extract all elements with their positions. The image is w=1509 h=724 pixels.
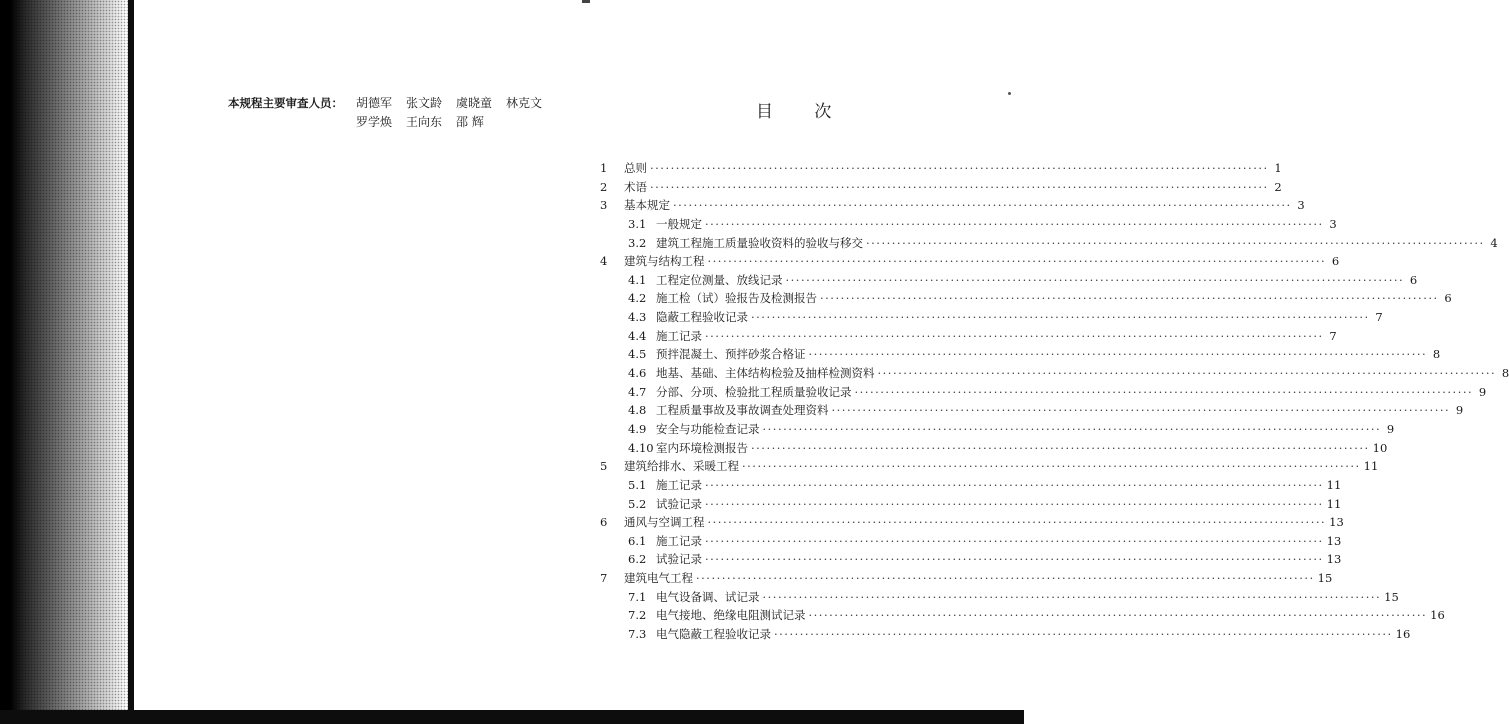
scan-binding-shadow — [0, 0, 128, 724]
toc-entry-page: 13 — [1326, 533, 1342, 548]
toc-entry-page: 8 — [1432, 347, 1441, 362]
toc-entry-title: 施工记录 — [656, 328, 702, 343]
toc-entry-title: 一般规定 — [656, 216, 702, 231]
toc-title: 目 次 — [756, 102, 850, 122]
toc-entry-page: 2 — [1274, 179, 1282, 194]
toc-entry-number: 7 — [600, 571, 608, 586]
toc-entry-page: 10 — [1372, 440, 1388, 455]
toc-entry-title: 电气设备调、试记录 — [656, 589, 760, 604]
toc-leader-dots: ························································································································ — [707, 254, 1327, 269]
toc-entry-title: 隐蔽工程验收记录 — [656, 310, 748, 325]
toc-entry-page: 3 — [1329, 216, 1337, 231]
reviewer-name: 王向东 — [406, 115, 443, 129]
toc-leader-dots: ························································································································ — [762, 421, 1382, 436]
toc-entry-page: 8 — [1501, 366, 1509, 381]
toc-entry[interactable] — [600, 272, 1418, 291]
toc-leader-dots: ························································································································ — [774, 627, 1393, 642]
toc-leader-dots: ························································································································ — [650, 161, 1269, 175]
toc-entry-number: 4.6 — [628, 366, 647, 381]
reviewer-name: 胡德军 — [356, 96, 393, 110]
toc-leader-dots: ························································································································ — [742, 459, 1361, 474]
toc-entry-page: 15 — [1317, 571, 1333, 586]
toc-entry-title: 术语 — [624, 179, 647, 194]
toc-entry[interactable] — [600, 626, 1411, 645]
reviewer-name: 林克文 — [506, 96, 543, 110]
toc-entry-number: 4.10 — [628, 440, 654, 455]
toc-entry-page: 11 — [1326, 477, 1342, 492]
toc-entry-title: 试验记录 — [656, 496, 702, 511]
toc-leader-dots: ························································································································ — [820, 291, 1439, 306]
toc-entry-title: 通风与空调工程 — [624, 515, 705, 530]
toc-entry-title: 室内环境检测报告 — [656, 440, 748, 455]
toc-entry[interactable] — [600, 589, 1399, 608]
toc-entry-page: 16 — [1430, 608, 1445, 623]
toc-entry[interactable] — [600, 290, 1452, 309]
reviewers-row-1 — [228, 94, 556, 113]
toc-entry-title: 基本规定 — [624, 198, 670, 213]
toc-entry-page: 7 — [1329, 328, 1337, 343]
toc-entry[interactable] — [600, 197, 1305, 216]
toc-entry-title: 建筑与结构工程 — [624, 254, 705, 269]
toc-leader-dots: ························································································································ — [831, 403, 1451, 418]
toc-entry-title: 建筑工程施工质量验收资料的验收与移交 — [656, 235, 863, 250]
toc-entry-page: 11 — [1363, 459, 1379, 474]
toc-entry-page: 4 — [1490, 235, 1498, 250]
toc-entry-title: 工程质量事故及事故调查处理资料 — [656, 403, 829, 418]
toc-leader-dots: ························································································································ — [650, 179, 1269, 194]
toc-leader-dots: ························································································································ — [751, 310, 1370, 325]
toc-entry[interactable] — [600, 440, 1388, 459]
toc-entry-title: 总则 — [624, 161, 647, 175]
toc-entry[interactable] — [600, 477, 1342, 496]
toc-entry[interactable] — [600, 402, 1464, 421]
toc-entry-number: 5.2 — [628, 496, 647, 511]
toc-entry-page: 6 — [1331, 254, 1340, 269]
toc-entry[interactable] — [600, 533, 1342, 552]
toc-entry-page: 9 — [1455, 403, 1464, 418]
toc-leader-dots: ························································································································ — [705, 533, 1324, 548]
toc-entry-number: 2 — [600, 179, 608, 194]
toc-entry[interactable] — [600, 309, 1383, 328]
toc-leader-dots: ························································································································ — [707, 515, 1327, 530]
toc-leader-dots: ························································································································ — [705, 216, 1324, 231]
toc-entry-number: 3.2 — [628, 235, 647, 250]
toc-entry[interactable] — [600, 160, 1282, 179]
toc-entry-number: 4.4 — [628, 328, 647, 343]
toc-entry-number: 7.1 — [628, 589, 647, 604]
toc-entry[interactable] — [600, 570, 1333, 589]
toc-entry-page: 9 — [1386, 421, 1395, 436]
reviewers-block — [228, 94, 556, 132]
scan-mark — [582, 0, 590, 3]
toc-entry-page: 11 — [1326, 496, 1342, 511]
reviewer-name: 罗学焕 — [356, 115, 393, 129]
toc-entry[interactable] — [600, 179, 1282, 198]
scan-speck — [1008, 92, 1011, 95]
toc-entry-number: 4.3 — [628, 310, 647, 325]
toc-entry-number: 7.2 — [628, 608, 647, 623]
toc-entry-page: 6 — [1444, 291, 1452, 306]
reviewers-row-2 — [228, 113, 556, 132]
toc-leader-dots: ························································································································ — [762, 589, 1382, 604]
toc-entry-title: 施工记录 — [656, 533, 702, 548]
toc-leader-dots: ························································································································ — [705, 496, 1324, 511]
toc-entry-number: 4 — [600, 254, 608, 269]
toc-leader-dots: ························································································································ — [696, 571, 1315, 586]
toc-entry-page: 16 — [1395, 627, 1411, 642]
toc-entry-title: 试验记录 — [656, 552, 702, 567]
toc-entry[interactable] — [600, 235, 1498, 254]
toc-leader-dots: ························································································································ — [705, 328, 1324, 343]
toc-entry-number: 4.7 — [628, 384, 647, 399]
toc-entry-number: 7.3 — [628, 627, 647, 642]
toc-leader-dots: ························································································································ — [854, 384, 1474, 399]
reviewer-name: 张文龄 — [406, 96, 443, 110]
toc-entry-page: 6 — [1409, 272, 1418, 287]
toc-entry[interactable] — [600, 551, 1342, 570]
toc-entry-title: 安全与功能检查记录 — [656, 421, 760, 436]
reviewers-label: 本规程主要审查人员： — [228, 96, 343, 110]
toc-entry-title: 建筑电气工程 — [624, 571, 693, 586]
toc-entry-title: 分部、分项、检验批工程质量验收记录 — [656, 384, 852, 399]
toc-leader-dots: ························································································································ — [705, 477, 1324, 492]
toc-leader-dots: ························································································································ — [866, 235, 1485, 250]
toc-entry-number: 6.1 — [628, 533, 647, 548]
toc-leader-dots: ························································································································ — [808, 608, 1428, 623]
toc-entry-title: 建筑给排水、采暖工程 — [624, 459, 739, 474]
toc-entry-title: 施工记录 — [656, 477, 702, 492]
toc-entry-number: 1 — [600, 161, 608, 175]
toc-entry-number: 3 — [600, 198, 608, 213]
toc-entry-number: 4.1 — [628, 272, 647, 287]
toc-entry[interactable] — [600, 607, 1445, 626]
toc-entry-number: 5 — [600, 459, 608, 474]
toc-entry-title: 预拌混凝土、预拌砂浆合格证 — [656, 347, 806, 362]
reviewer-name: 虞晓童 — [456, 96, 493, 110]
toc-entry-title: 工程定位测量、放线记录 — [656, 272, 783, 287]
toc-entry[interactable] — [600, 384, 1487, 403]
toc-entry[interactable] — [600, 421, 1395, 440]
toc-entry-title: 施工检（试）验报告及检测报告 — [656, 291, 817, 306]
toc-entry-page: 13 — [1329, 515, 1344, 530]
toc-entry-number: 4.8 — [628, 403, 647, 418]
toc-entry-page: 13 — [1326, 552, 1342, 567]
toc-entry-number: 6 — [600, 515, 608, 530]
toc-entry[interactable] — [600, 365, 1509, 384]
toc-leader-dots: ························································································································ — [673, 198, 1292, 213]
toc-leader-dots: ························································································································ — [705, 552, 1324, 567]
toc-entry-number: 6.2 — [628, 552, 647, 567]
toc-entry-page: 3 — [1297, 198, 1305, 213]
reviewer-name: 邵 辉 — [456, 115, 484, 129]
toc-entry[interactable] — [600, 514, 1344, 533]
toc-entry-page: 7 — [1375, 310, 1383, 325]
toc-entry[interactable] — [600, 328, 1337, 347]
toc-entry[interactable] — [600, 496, 1342, 515]
scan-bottom-edge — [0, 710, 1024, 724]
toc-entry-number: 3.1 — [628, 216, 647, 231]
toc-entry-title: 地基、基础、主体结构检验及抽样检测资料 — [656, 366, 875, 381]
toc-entry-number: 4.5 — [628, 347, 647, 362]
toc-entry[interactable] — [600, 253, 1340, 272]
toc-entry-page: 15 — [1384, 589, 1399, 604]
toc-entry-number: 4.2 — [628, 291, 647, 306]
toc-entry-title: 电气隐蔽工程验收记录 — [656, 627, 771, 642]
toc-leader-dots: ························································································································ — [785, 272, 1405, 287]
toc-leader-dots: ························································································································ — [808, 347, 1428, 362]
page-gutter-line — [128, 0, 134, 710]
toc-leader-dots: ························································································································ — [751, 440, 1370, 455]
toc-leader-dots: ························································································································ — [877, 366, 1497, 381]
toc-entry[interactable] — [600, 458, 1379, 477]
toc-entry-page: 1 — [1274, 161, 1282, 175]
toc-entry-title: 电气接地、绝缘电阻测试记录 — [656, 608, 806, 623]
toc-entry[interactable] — [600, 346, 1441, 365]
toc-entry[interactable] — [600, 216, 1337, 235]
toc-entry-number: 5.1 — [628, 477, 647, 492]
table-of-contents — [600, 160, 1509, 645]
toc-entry-number: 4.9 — [628, 421, 647, 436]
toc-entry-page: 9 — [1478, 384, 1487, 399]
